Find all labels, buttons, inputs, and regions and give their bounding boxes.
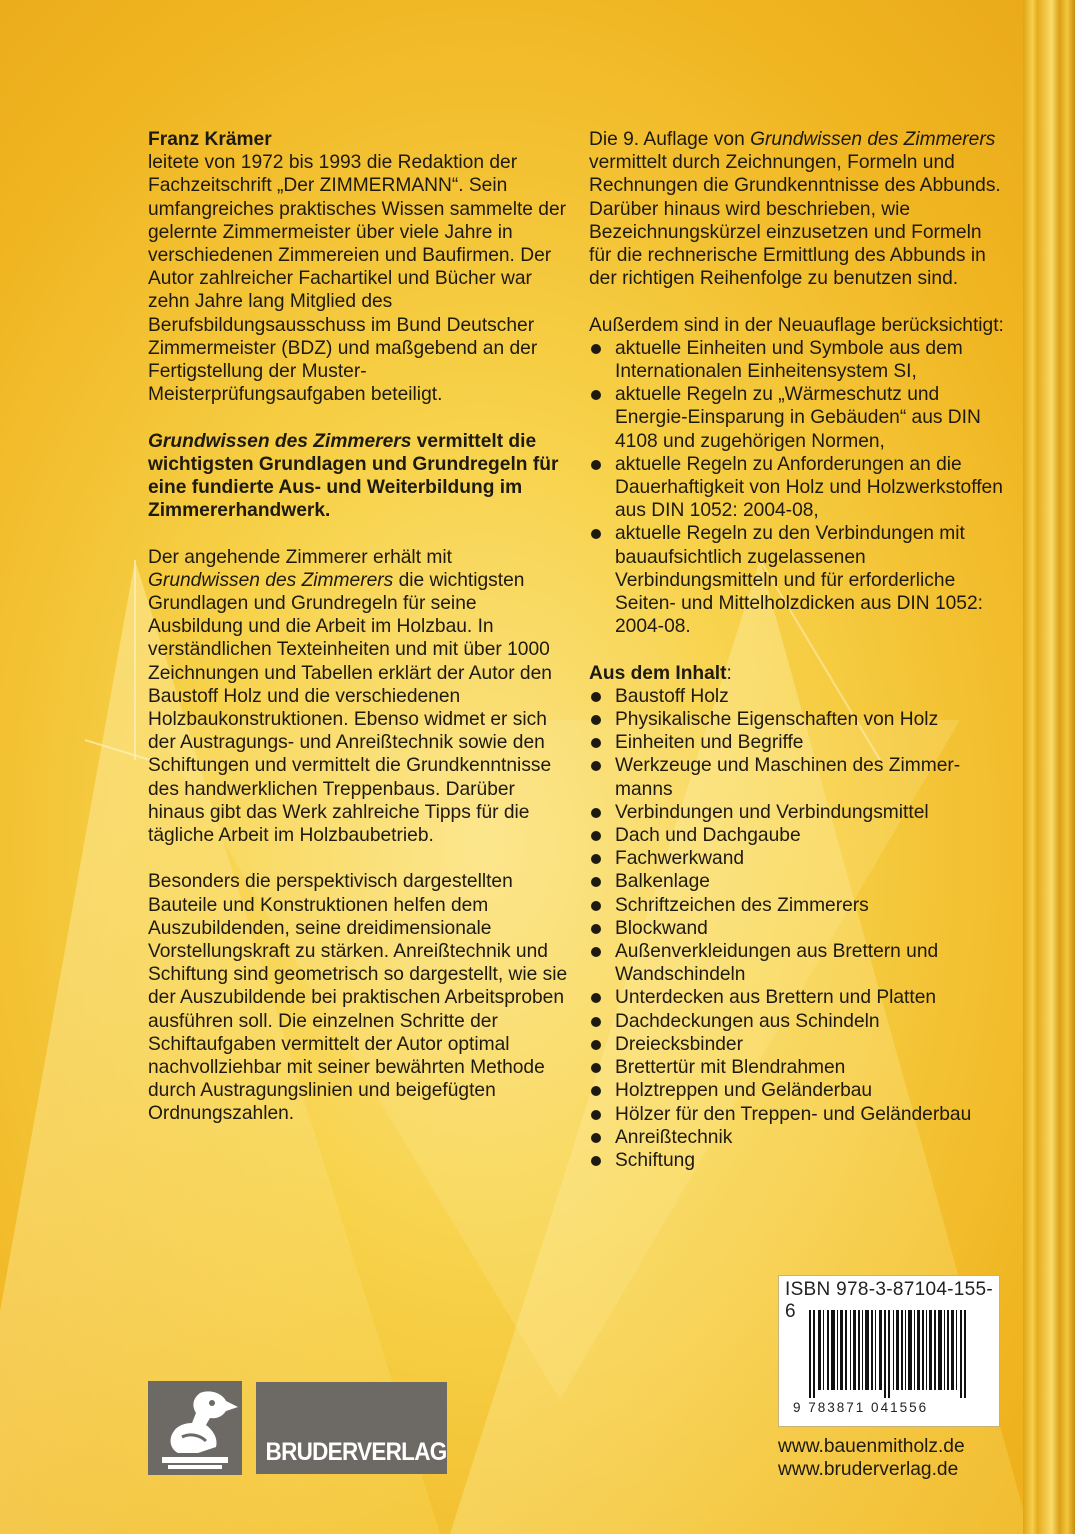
list-item: Blockwand	[589, 917, 1009, 940]
list-item: Holztreppen und Geländerbau	[589, 1079, 1009, 1102]
list-item: Dach und Dachgaube	[589, 824, 1009, 847]
right-column	[589, 128, 1009, 1172]
list-item: Brettertür mit Blendrahmen	[589, 1056, 1009, 1079]
list-item: aktuelle Regeln zu den Verbindungen mit bauaufsichtlich zugelassenen Verbindungsmitteln und für erforderliche Seiten- und Mittelholzdicken aus DIN 1052: 2004-08.	[589, 522, 1009, 638]
list-item: Dreiecksbinder	[589, 1033, 1009, 1056]
book-spine-edge	[1023, 0, 1075, 1534]
desc-p1-after: die wichtigsten Grundlagen und Grundregeln für seine Ausbildung und die Arbeit im Holzbau. In verständlichen Texteinheiten und mit über 1000 Zeichnungen und Tabellen erklärt der Autor den Baustoff Holz und die verschiedenen Holzbaukonstruktionen. Ebenso widmet er sich der Austragungs- und Anreißtechnik sowie den Schiftungen und vermittelt die Grundkenntnisse des handwerklichen Treppenbaus. Darüber hinaus gibt das Werk zahlreiche Tipps für die tägliche Arbeit im Holzbaubetrieb.	[148, 569, 552, 847]
tagline	[148, 430, 568, 523]
barcode-digits: 9 783871 041556	[793, 1400, 929, 1415]
isbn-label: ISBN 978-3-87104-155-6	[785, 1279, 994, 1322]
left-column	[148, 128, 568, 1126]
contents-heading-colon: :	[726, 662, 732, 684]
tagline-book-title: Grundwissen des Zimmerers	[148, 430, 412, 452]
barcode-icon	[809, 1310, 969, 1398]
list-item: Hölzer für den Treppen- und Geländerbau	[589, 1103, 1009, 1126]
publisher-logo-bird	[148, 1381, 242, 1475]
desc-p1-before: Der angehende Zimmerer erhält mit	[148, 546, 452, 568]
url-bruderverlag[interactable]: www.bruderverlag.de	[778, 1459, 959, 1480]
publisher-urls	[778, 1435, 965, 1481]
list-item: Balkenlage	[589, 870, 1009, 893]
description-paragraph-2: Besonders die perspektivisch dargestellten Bauteile und Konstruktionen helfen dem Auszubildenden, seine dreidimensionale Vorstellungskraft zu stärken. Anreißtechnik und Schiftung sind geometrisch so dargestellt, wie sie der Auszubildende bei praktischen Arbeitsproben ausführen soll. Die einzelnen Schritte der Schiftaufgaben vermittelt der Autor optimal nachvollziehbar mit seiner bewährten Methode durch Austragungslinien und beigefügten Ordnungszahlen.	[148, 871, 568, 1125]
list-item: aktuelle Regeln zu Anforderungen an die Dauerhaftigkeit von Holz und Holzwerkstoffen aus DIN 1052: 2004-08,	[589, 453, 1009, 523]
list-item: aktuelle Einheiten und Symbole aus dem Internationalen Einheitensystem SI,	[589, 337, 1009, 383]
author-name: Franz Krämer	[148, 129, 272, 150]
publisher-logo-wordmark	[256, 1382, 447, 1474]
list-item: Anreißtechnik	[589, 1126, 1009, 1149]
list-item: Schiftung	[589, 1149, 1009, 1172]
url-bauenmitholz[interactable]: www.bauenmitholz.de	[778, 1436, 965, 1457]
edition-after: vermittelt durch Zeichnungen, Formeln und Rechnungen die Grundkenntnisse des Abbunds. Darüber hinaus wird beschrieben, wie Bezeichnungskürzel einzusetzen und Formeln für die rechnerische Ermittlung des Abbunds in der richtigen Reihenfolge zu benutzen sind.	[589, 152, 1001, 290]
contents-heading: Aus dem Inhalt	[589, 662, 727, 684]
isbn-barcode	[778, 1275, 1000, 1427]
list-item: Schriftzeichen des Zimmerers	[589, 894, 1009, 917]
author-bio: leitete von 1972 bis 1993 die Redaktion der Fachzeitschrift „Der ZIMMERMANN“. Sein umfangreiches praktisches Wissen sammelte der gelernte Zimmermeister über viele Jahre in verschiedenen Zimmereien und Baufirmen. Der Autor zahlreicher Fachartikel und Bücher war zehn Jahre lang Mitglied des Berufsbildungsausschuss im Bund Deutscher Zimmermeister (BDZ) und maßgebend an der Fertigstellung der Muster-Meisterprüfungsaufgaben beteiligt.	[148, 152, 567, 406]
edition-before: Die 9. Auflage von	[589, 129, 751, 150]
list-item: aktuelle Regeln zu „Wärmeschutz und Energie-Einsparung in Gebäuden“ aus DIN 4108 und zugehörigen Normen,	[589, 383, 1009, 453]
list-item: Fachwerkwand	[589, 847, 1009, 870]
edition-paragraph	[589, 128, 1009, 290]
bird-icon	[148, 1381, 242, 1475]
list-item: Dachdeckungen aus Schindeln	[589, 1010, 1009, 1033]
contents-list	[589, 685, 1009, 1172]
list-item: Einheiten und Begriffe	[589, 731, 1009, 754]
list-item: Baustoff Holz	[589, 685, 1009, 708]
description-paragraph-1	[148, 546, 568, 848]
list-item: Außenverkleidungen aus Brettern und Wandschindeln	[589, 940, 1009, 986]
list-item: Verbindungen und Verbindungsmittel	[589, 801, 1009, 824]
tagline-rest: vermittelt die wichtigsten Grundlagen und Grundregeln für eine fundierte Aus- und Weiterbildung im Zimmererhandwerk.	[148, 430, 559, 522]
edition-title: Grundwissen des Zimmerers	[750, 129, 996, 150]
new-edition-intro: Außerdem sind in der Neuauflage berücksichtigt:	[589, 314, 1004, 336]
list-item: Physikalische Eigenschaften von Holz	[589, 708, 1009, 731]
desc-p1-title: Grundwissen des Zimmerers	[148, 569, 394, 591]
list-item: Werkzeuge und Maschinen des Zimmermanns	[589, 754, 1009, 800]
contents-heading-line	[589, 662, 1009, 685]
new-edition-list	[589, 337, 1009, 639]
publisher-name: BRUDERVERLAG	[265, 1438, 447, 1466]
list-item: Unterdecken aus Brettern und Platten	[589, 986, 1009, 1009]
